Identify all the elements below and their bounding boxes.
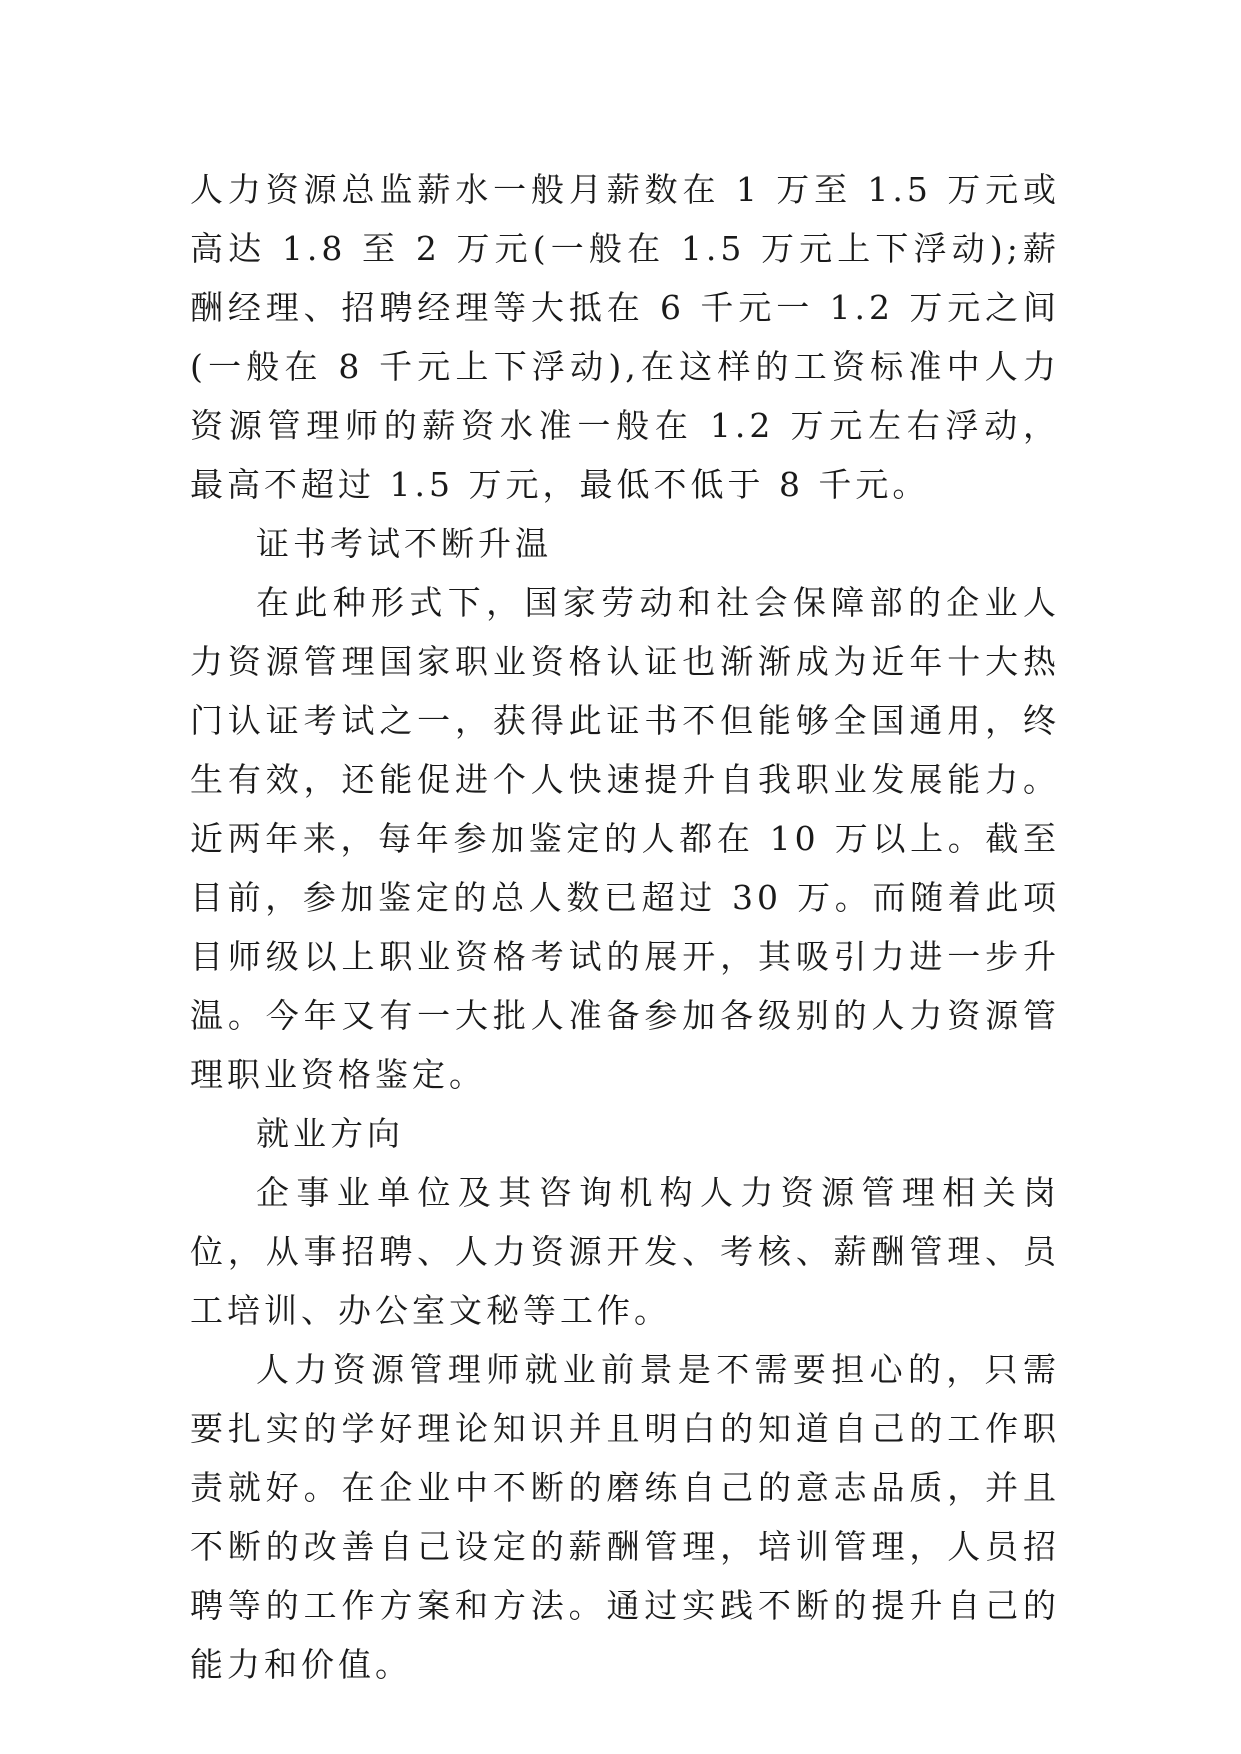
- employment-paragraph: 企事业单位及其咨询机构人力资源管理相关岗位，从事招聘、人力资源开发、考核、薪酬管理、员工培训、办公室文秘等工作。: [190, 1173, 1060, 1330]
- section-heading-certificate: 证书考试不断升温: [256, 524, 552, 563]
- document-body: [190, 160, 1060, 1694]
- certificate-paragraph: 在此种形式下，国家劳动和社会保障部的企业人力资源管理国家职业资格认证也渐渐成为近年十大热门认证考试之一，获得此证书不但能够全国通用，终生有效，还能促进个人快速提升自我职业发展能力。近两年来，每年参加鉴定的人都在 10 万以上。截至目前，参加鉴定的总人数已超过 30 万。而随着此项目师级以上职业资格考试的展开，其吸引力进一步升温。今年又有一大批人准备参加各级别的人力资源管理职业资格鉴定。: [190, 583, 1060, 1094]
- section-heading-employment: 就业方向: [256, 1114, 404, 1153]
- salary-paragraph: 人力资源总监薪水一般月薪数在 1 万至 1.5 万元或高达 1.8 至 2 万元(一般在 1.5 万元上下浮动);薪酬经理、招聘经理等大抵在 6 千元一 1.2 万元之间 (一般在 8 千元上下浮动),在这样的工资标准中人力资源管理师的薪资水准一般在 1.2 万元左右浮动，最高不超过 1.5 万元，最低不低于 8 千元。: [190, 170, 1060, 504]
- prospects-paragraph: 人力资源管理师就业前景是不需要担心的，只需要扎实的学好理论知识并且明白的知道自己的工作职责就好。在企业中不断的磨练自己的意志品质，并且不断的改善自己设定的薪酬管理，培训管理，人员招聘等的工作方案和方法。通过实践不断的提升自己的能力和价值。: [190, 1350, 1060, 1684]
